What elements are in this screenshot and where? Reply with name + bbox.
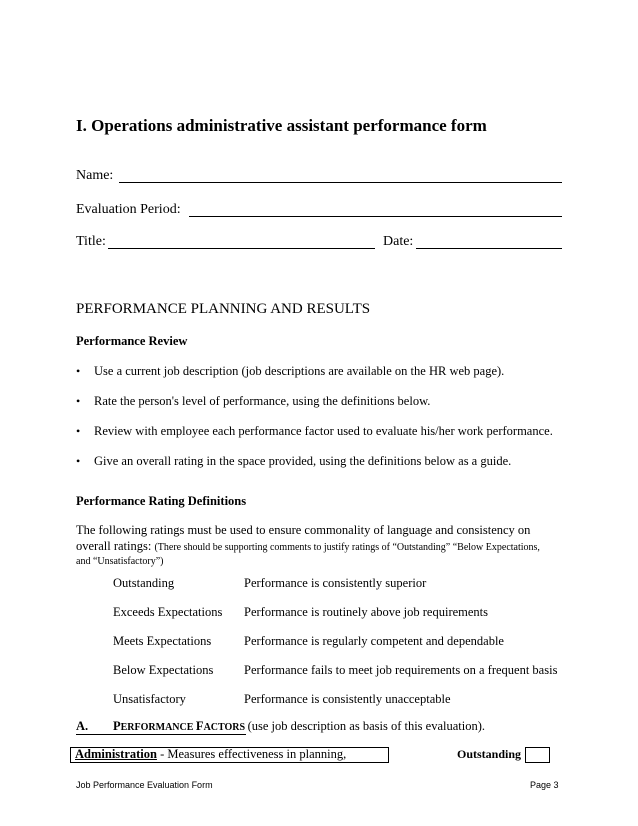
evaluation-period-label: Evaluation Period: xyxy=(76,202,181,217)
bullet-item xyxy=(76,424,553,439)
bullet-text: Rate the person's level of performance, using the definitions below. xyxy=(94,394,431,408)
form-title: I. Operations administrative assistant performance form xyxy=(76,116,487,135)
page-number: Page 3 xyxy=(530,780,559,790)
rating-checkbox[interactable] xyxy=(525,747,550,763)
section-heading: PERFORMANCE PLANNING AND RESULTS xyxy=(76,301,371,317)
rating-definitions-heading: Performance Rating Definitions xyxy=(76,494,247,508)
rating-label: Outstanding xyxy=(457,747,522,761)
factor-description: - Measures effectiveness in planning, xyxy=(156,747,347,761)
bullet-icon: • xyxy=(76,454,81,468)
rating-name: Meets Expectations xyxy=(113,634,212,648)
rating-definition: Performance fails to meet job requirements on a frequent basis xyxy=(244,663,558,677)
intro-line-2-main: overall ratings: xyxy=(76,539,152,553)
heading-cap-p: P xyxy=(113,719,121,733)
heading-rest-1: ERFORMANCE xyxy=(120,722,196,733)
rating-name: Outstanding xyxy=(113,576,175,590)
name-label: Name: xyxy=(76,168,114,183)
intro-line-2-note: (There should be supporting comments to justify ratings of “Outstanding” “Below Expectations, xyxy=(154,542,540,553)
rating-definition: Performance is regularly competent and dependable xyxy=(244,634,504,648)
rating-name: Exceeds Expectations xyxy=(113,605,223,619)
heading-rest-2: ACTORS xyxy=(203,722,248,733)
factor-name: Administration xyxy=(75,747,157,761)
rating-definition: Performance is routinely above job requirements xyxy=(244,605,489,619)
rating-definition: Performance is consistently unacceptable xyxy=(244,692,451,706)
bullet-text: Give an overall rating in the space provided, using the definitions below as a guide. xyxy=(94,454,512,468)
rating-name: Unsatisfactory xyxy=(113,692,186,706)
footer-left: Job Performance Evaluation Form xyxy=(76,780,213,790)
intro-line-2 xyxy=(76,539,540,554)
rating-definition: Performance is consistently superior xyxy=(244,576,427,590)
section-a-underline xyxy=(76,734,246,735)
date-label: Date: xyxy=(383,234,414,249)
section-a-letter: A. xyxy=(76,719,89,733)
evaluation-period-field[interactable] xyxy=(189,216,562,217)
bullet-item xyxy=(76,394,430,409)
bullet-item xyxy=(76,364,504,379)
section-a-note: (use job description as basis of this evaluation). xyxy=(247,719,486,733)
date-field[interactable] xyxy=(416,248,562,249)
intro-line-1: The following ratings must be used to ensure commonality of language and consistency on xyxy=(76,523,531,537)
bullet-icon: • xyxy=(76,364,81,378)
bullet-icon: • xyxy=(76,424,81,438)
bullet-icon: • xyxy=(76,394,81,408)
bullet-text: Review with employee each performance factor used to evaluate his/her work performance. xyxy=(94,424,553,438)
bullet-item xyxy=(76,454,511,469)
performance-review-heading: Performance Review xyxy=(76,334,188,348)
intro-line-3: and “Unsatisfactory”) xyxy=(76,556,164,567)
title-field[interactable] xyxy=(108,248,375,249)
section-a-heading xyxy=(113,719,485,734)
title-label: Title: xyxy=(76,234,106,249)
bullet-text: Use a current job description (job descriptions are available on the HR web page). xyxy=(94,364,505,378)
heading-cap-f: F xyxy=(195,719,204,733)
name-field[interactable] xyxy=(119,182,562,183)
rating-name: Below Expectations xyxy=(113,663,214,677)
factor-text xyxy=(75,747,346,761)
